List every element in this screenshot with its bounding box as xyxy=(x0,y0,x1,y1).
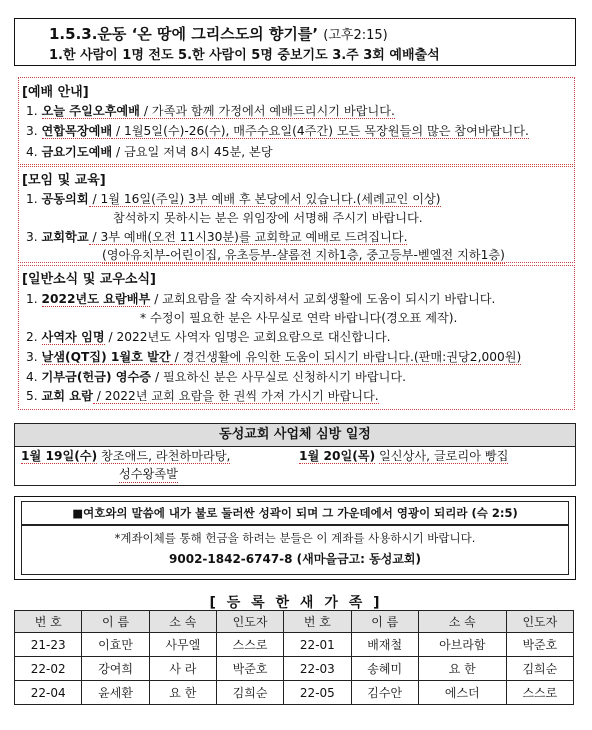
col-header: 번 호 xyxy=(15,611,82,633)
table-cell: 이효만 xyxy=(82,633,149,657)
verse-box xyxy=(14,496,576,580)
registry-header-row xyxy=(15,611,574,633)
table-cell: 22-05 xyxy=(284,681,351,705)
news-item xyxy=(26,348,521,365)
visit-day1-date: 1월 19일(수) xyxy=(21,449,98,463)
news-item-continued: * 수정이 필요한 분은 사무실로 연락 바랍니다(경오표 제작). xyxy=(140,311,458,325)
table-cell: 송혜미 xyxy=(351,657,418,681)
meetings-item xyxy=(26,190,441,207)
visit-day2 xyxy=(299,447,508,464)
table-cell: 21-23 xyxy=(15,633,82,657)
item-text: / 1월 16일(주일) 3부 예배 후 본당에서 있습니다.(세례교인 이상) xyxy=(88,192,441,206)
visit-day1-places: 창조애드, 라천하마라탕, xyxy=(101,449,231,463)
item-number: 1. xyxy=(26,192,38,206)
worship-item xyxy=(26,102,395,119)
news-item xyxy=(26,290,495,307)
table-cell: 요 한 xyxy=(149,681,216,705)
table-row xyxy=(15,657,574,681)
table-cell: 김희순 xyxy=(216,681,283,705)
table-cell: 22-01 xyxy=(284,633,351,657)
item-key: 사역자 임명 xyxy=(41,330,105,344)
table-cell: 사 라 xyxy=(149,657,216,681)
item-number: 3. xyxy=(26,350,38,364)
item-text: / 2022년도 사역자 임명은 교회요람으로 대신합니다. xyxy=(104,330,391,344)
col-header: 이 름 xyxy=(82,611,149,633)
table-cell: 사무엘 xyxy=(149,633,216,657)
item-text: / 3부 예배(오전 11시30분)를 교회학교 예배로 드려집니다. xyxy=(88,230,408,244)
table-cell: 윤세환 xyxy=(82,681,149,705)
col-header: 소 속 xyxy=(149,611,216,633)
table-row xyxy=(15,633,574,657)
table-cell: 스스로 xyxy=(216,633,283,657)
worship-item xyxy=(26,143,273,160)
header-title-line xyxy=(49,23,388,44)
item-key: 연합목장예배 xyxy=(41,124,113,138)
news-heading: [일반소식 및 교우소식] xyxy=(22,272,156,287)
meetings-item-continued: 참석하지 못하시는 분은 위임장에 서명해 주시기 바랍니다. xyxy=(113,211,423,225)
item-key: 기부금(헌금) 영수증 xyxy=(41,370,152,384)
table-cell: 22-04 xyxy=(15,681,82,705)
header-subtitle: 1.한 사람이 1명 전도 5.한 사람이 5명 중보기도 3.주 3회 예배출석 xyxy=(49,48,440,63)
meetings-heading: [모임 및 교육] xyxy=(22,173,106,188)
item-key: 오늘 주일오후예배 xyxy=(41,104,140,118)
account-box xyxy=(21,525,569,575)
table-cell: 요 한 xyxy=(418,657,506,681)
item-number: 1. xyxy=(26,292,38,306)
visit-schedule-box xyxy=(14,445,576,486)
table-row xyxy=(15,681,574,705)
visit-day2-places: 일신상사, 글로리아 빵집 xyxy=(379,449,509,463)
item-text: / 경건생활에 유익한 도움이 되시기 바랍니다.(판매:권당2,000원) xyxy=(170,350,522,364)
bible-verse: ■여호와의 말씀에 내가 불로 둘러싼 성곽이 되며 그 가운데에서 영광이 되리라 (슥 2:5) xyxy=(21,501,569,525)
item-number: 4. xyxy=(26,145,38,159)
item-key: 교회학교 xyxy=(41,230,89,244)
visit-schedule-heading: 동성교회 사업체 심방 일정 xyxy=(14,423,576,447)
item-number: 3. xyxy=(26,230,38,244)
table-cell: 아브라함 xyxy=(418,633,506,657)
item-key: 2022년도 요람배부 xyxy=(41,292,151,306)
table-cell: 22-02 xyxy=(15,657,82,681)
col-header: 번 호 xyxy=(284,611,351,633)
col-header: 소 속 xyxy=(418,611,506,633)
worship-heading: [예배 안내] xyxy=(22,85,89,100)
table-cell: 김수안 xyxy=(351,681,418,705)
item-key: 공동의회 xyxy=(41,192,89,206)
news-item xyxy=(26,368,406,385)
table-cell: 배재철 xyxy=(351,633,418,657)
meetings-item-continued: (영아유치부-어린이집, 유초등부-샬롬전 지하1층, 중고등부-벧엘전 지하1층) xyxy=(102,248,505,262)
item-number: 1. xyxy=(26,104,38,118)
visit-day2-date: 1월 20일(목) xyxy=(299,449,376,463)
header-verse-ref: (고후2:15) xyxy=(323,28,388,43)
item-number: 3. xyxy=(26,124,38,138)
table-cell: 박준호 xyxy=(216,657,283,681)
table-cell: 강여희 xyxy=(82,657,149,681)
account-number: 9002-1842-6747-8 (새마을금고: 동성교회) xyxy=(169,552,421,566)
table-cell: 스스로 xyxy=(506,681,573,705)
table-cell: 김희순 xyxy=(506,657,573,681)
news-item xyxy=(26,328,391,345)
table-cell: 에스더 xyxy=(418,681,506,705)
visit-day1-places-continued: 성수왕족발 xyxy=(119,467,178,481)
item-key: 금요기도예배 xyxy=(41,145,113,159)
visit-day1 xyxy=(21,447,230,464)
col-header: 인도자 xyxy=(506,611,573,633)
item-text: / 필요하신 분은 사무실로 신청하시기 바랍니다. xyxy=(151,370,407,384)
item-number: 2. xyxy=(26,330,38,344)
registry-title: [ 등 록 한 새 가 족 ] xyxy=(209,595,383,611)
account-note: *계좌이체를 통해 헌금을 하려는 분들은 이 계좌를 사용하시기 바랍니다. xyxy=(114,531,476,545)
item-text: / 교회요람을 잘 숙지하셔서 교회생활에 도움이 되시기 바랍니다. xyxy=(150,292,496,306)
table-cell: 22-03 xyxy=(284,657,351,681)
col-header: 인도자 xyxy=(216,611,283,633)
item-text: / 2022년 교회 요람을 한 권씩 가져 가시기 바랍니다. xyxy=(92,389,379,403)
item-text: / 1월5일(수)-26(수), 매주수요일(4주간) 모든 목장원들의 많은 참여바랍니다. xyxy=(112,124,529,138)
registry-table xyxy=(14,610,574,705)
item-text: / 가족과 함께 가정에서 예배드리시기 바랍니다. xyxy=(139,104,395,118)
item-key: 교회 요람 xyxy=(41,389,93,403)
item-text: / 금요일 저녁 8시 45분, 본당 xyxy=(112,145,273,159)
item-number: 4. xyxy=(26,370,38,384)
news-item xyxy=(26,387,379,404)
item-number: 5. xyxy=(26,389,38,403)
title-box xyxy=(14,18,576,66)
col-header: 이 름 xyxy=(351,611,418,633)
worship-item xyxy=(26,122,529,139)
meetings-item xyxy=(26,228,407,245)
header-title: 1.5.3.운동 ‘온 땅에 그리스도의 향기를’ xyxy=(49,25,319,43)
item-key: 날샘(QT집) 1월호 발간 xyxy=(41,350,171,364)
table-cell: 박준호 xyxy=(506,633,573,657)
